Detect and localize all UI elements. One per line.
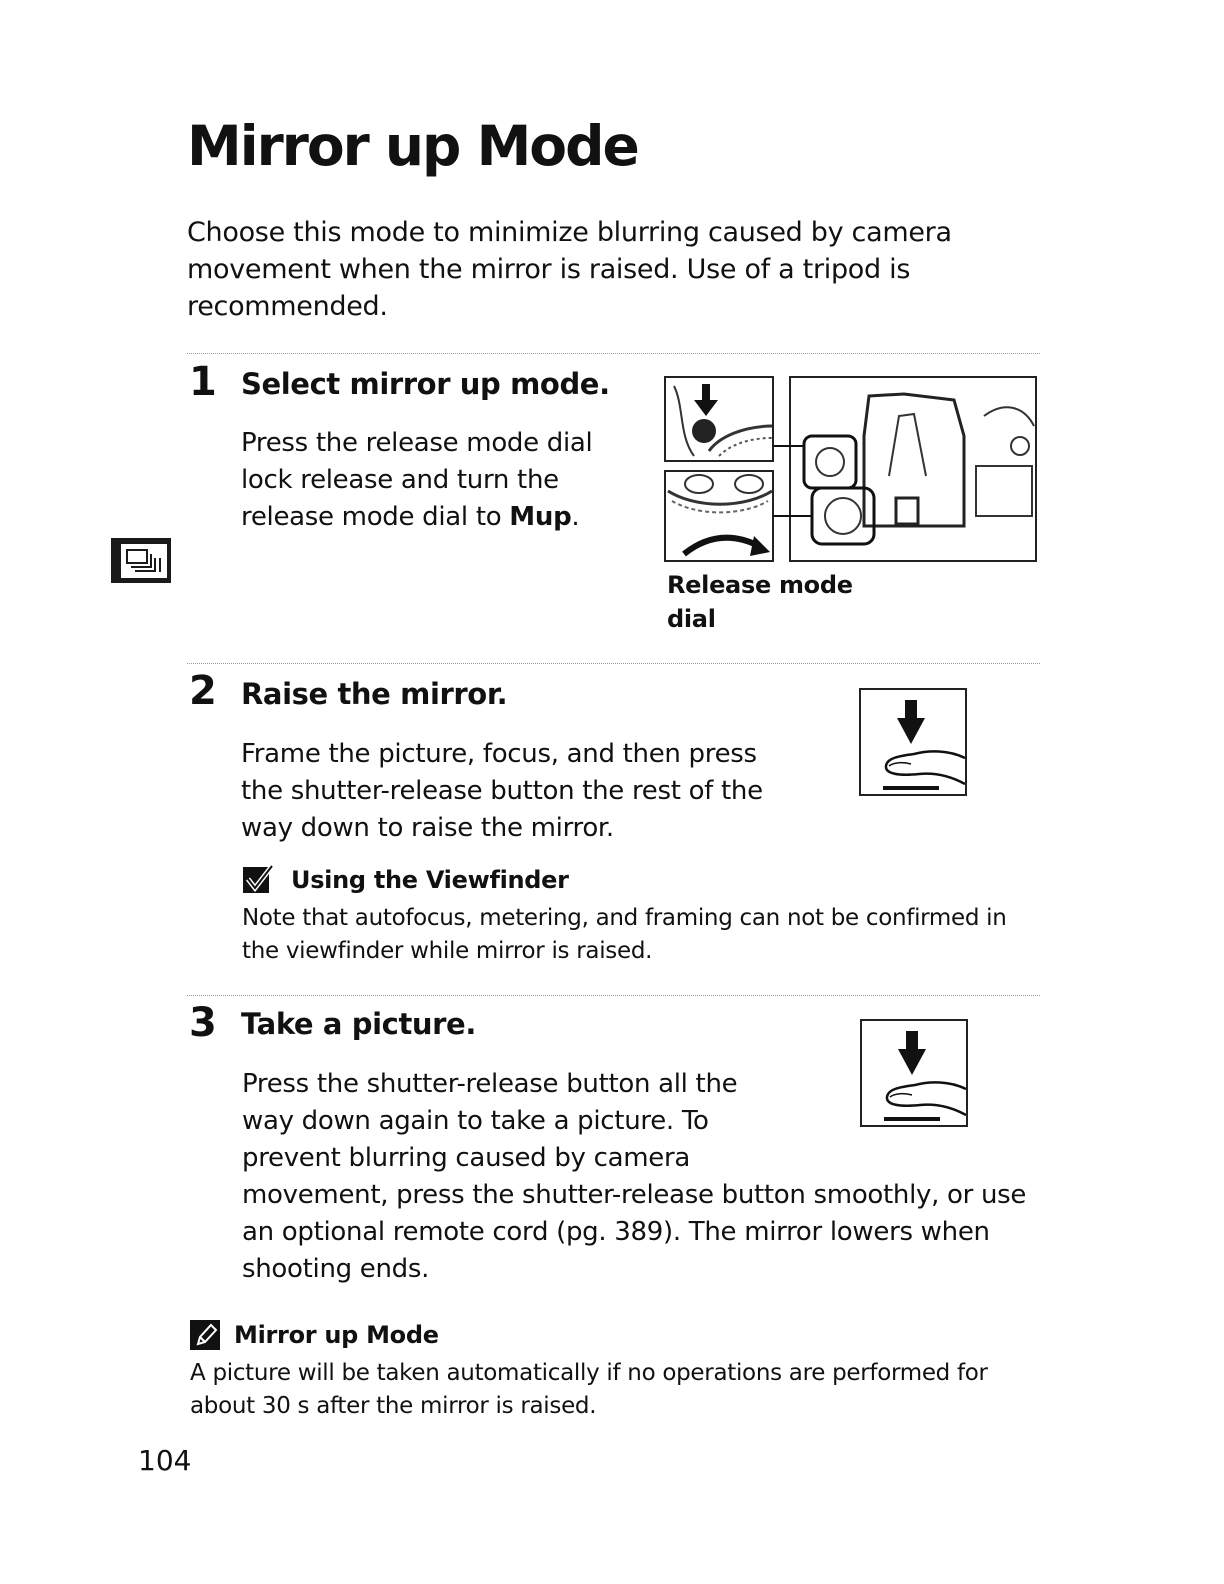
- release-mode-tab-icon: [111, 538, 171, 583]
- tip-text: A picture will be taken automatically if no operations are performed for about 30 s after the mirror is raised.: [190, 1360, 988, 1419]
- page-title: Mirror up Mode: [187, 114, 638, 178]
- figure-caption: Release mode dial: [667, 571, 853, 633]
- step-line: way down again to take a picture. To: [242, 1106, 709, 1136]
- step-line: Press the shutter-release button all the: [242, 1069, 738, 1099]
- step-body: [241, 425, 641, 536]
- section-divider: [187, 995, 1040, 996]
- caution-check-icon: [242, 864, 278, 896]
- step-heading: Take a picture.: [241, 1007, 476, 1041]
- step-line: prevent blurring caused by camera: [242, 1143, 690, 1173]
- step-body: Frame the picture, focus, and then press the shutter-release button the rest of the way down to raise the mirror.: [241, 739, 763, 843]
- mup-label: Mup: [509, 502, 572, 532]
- section-divider: [187, 663, 1040, 664]
- page-number: 104: [138, 1444, 192, 1477]
- intro-paragraph: Choose this mode to minimize blurring caused by camera movement when the mirror is raised. Use of a tripod is recommended.: [187, 217, 952, 322]
- step-line: lock release and turn the: [241, 465, 559, 495]
- step-line: release mode dial to Mup.: [241, 502, 580, 532]
- note-text: Note that autofocus, metering, and framing can not be confirmed in the viewfinder while mirror is raised.: [242, 905, 1007, 964]
- tip-title: Mirror up Mode: [234, 1321, 439, 1349]
- note-title: Using the Viewfinder: [291, 866, 569, 894]
- pencil-note-icon: [189, 1319, 221, 1351]
- section-divider: [187, 353, 1040, 354]
- step-heading: Select mirror up mode.: [241, 367, 610, 401]
- shutter-press-illustration: [860, 1019, 968, 1127]
- camera-release-mode-dial-illustration: [664, 376, 1038, 564]
- step-text-rest: movement, press the shutter-release button smoothly, or use an optional remote cord (pg. 389). The mirror lowers when shooting ends.: [242, 1180, 1027, 1284]
- step-number: 1: [189, 359, 217, 405]
- step-heading: Raise the mirror.: [241, 677, 508, 711]
- step-number: 3: [189, 1000, 217, 1046]
- shutter-press-illustration: [859, 688, 967, 796]
- step-number: 2: [189, 668, 217, 714]
- step-line: Press the release mode dial: [241, 428, 593, 458]
